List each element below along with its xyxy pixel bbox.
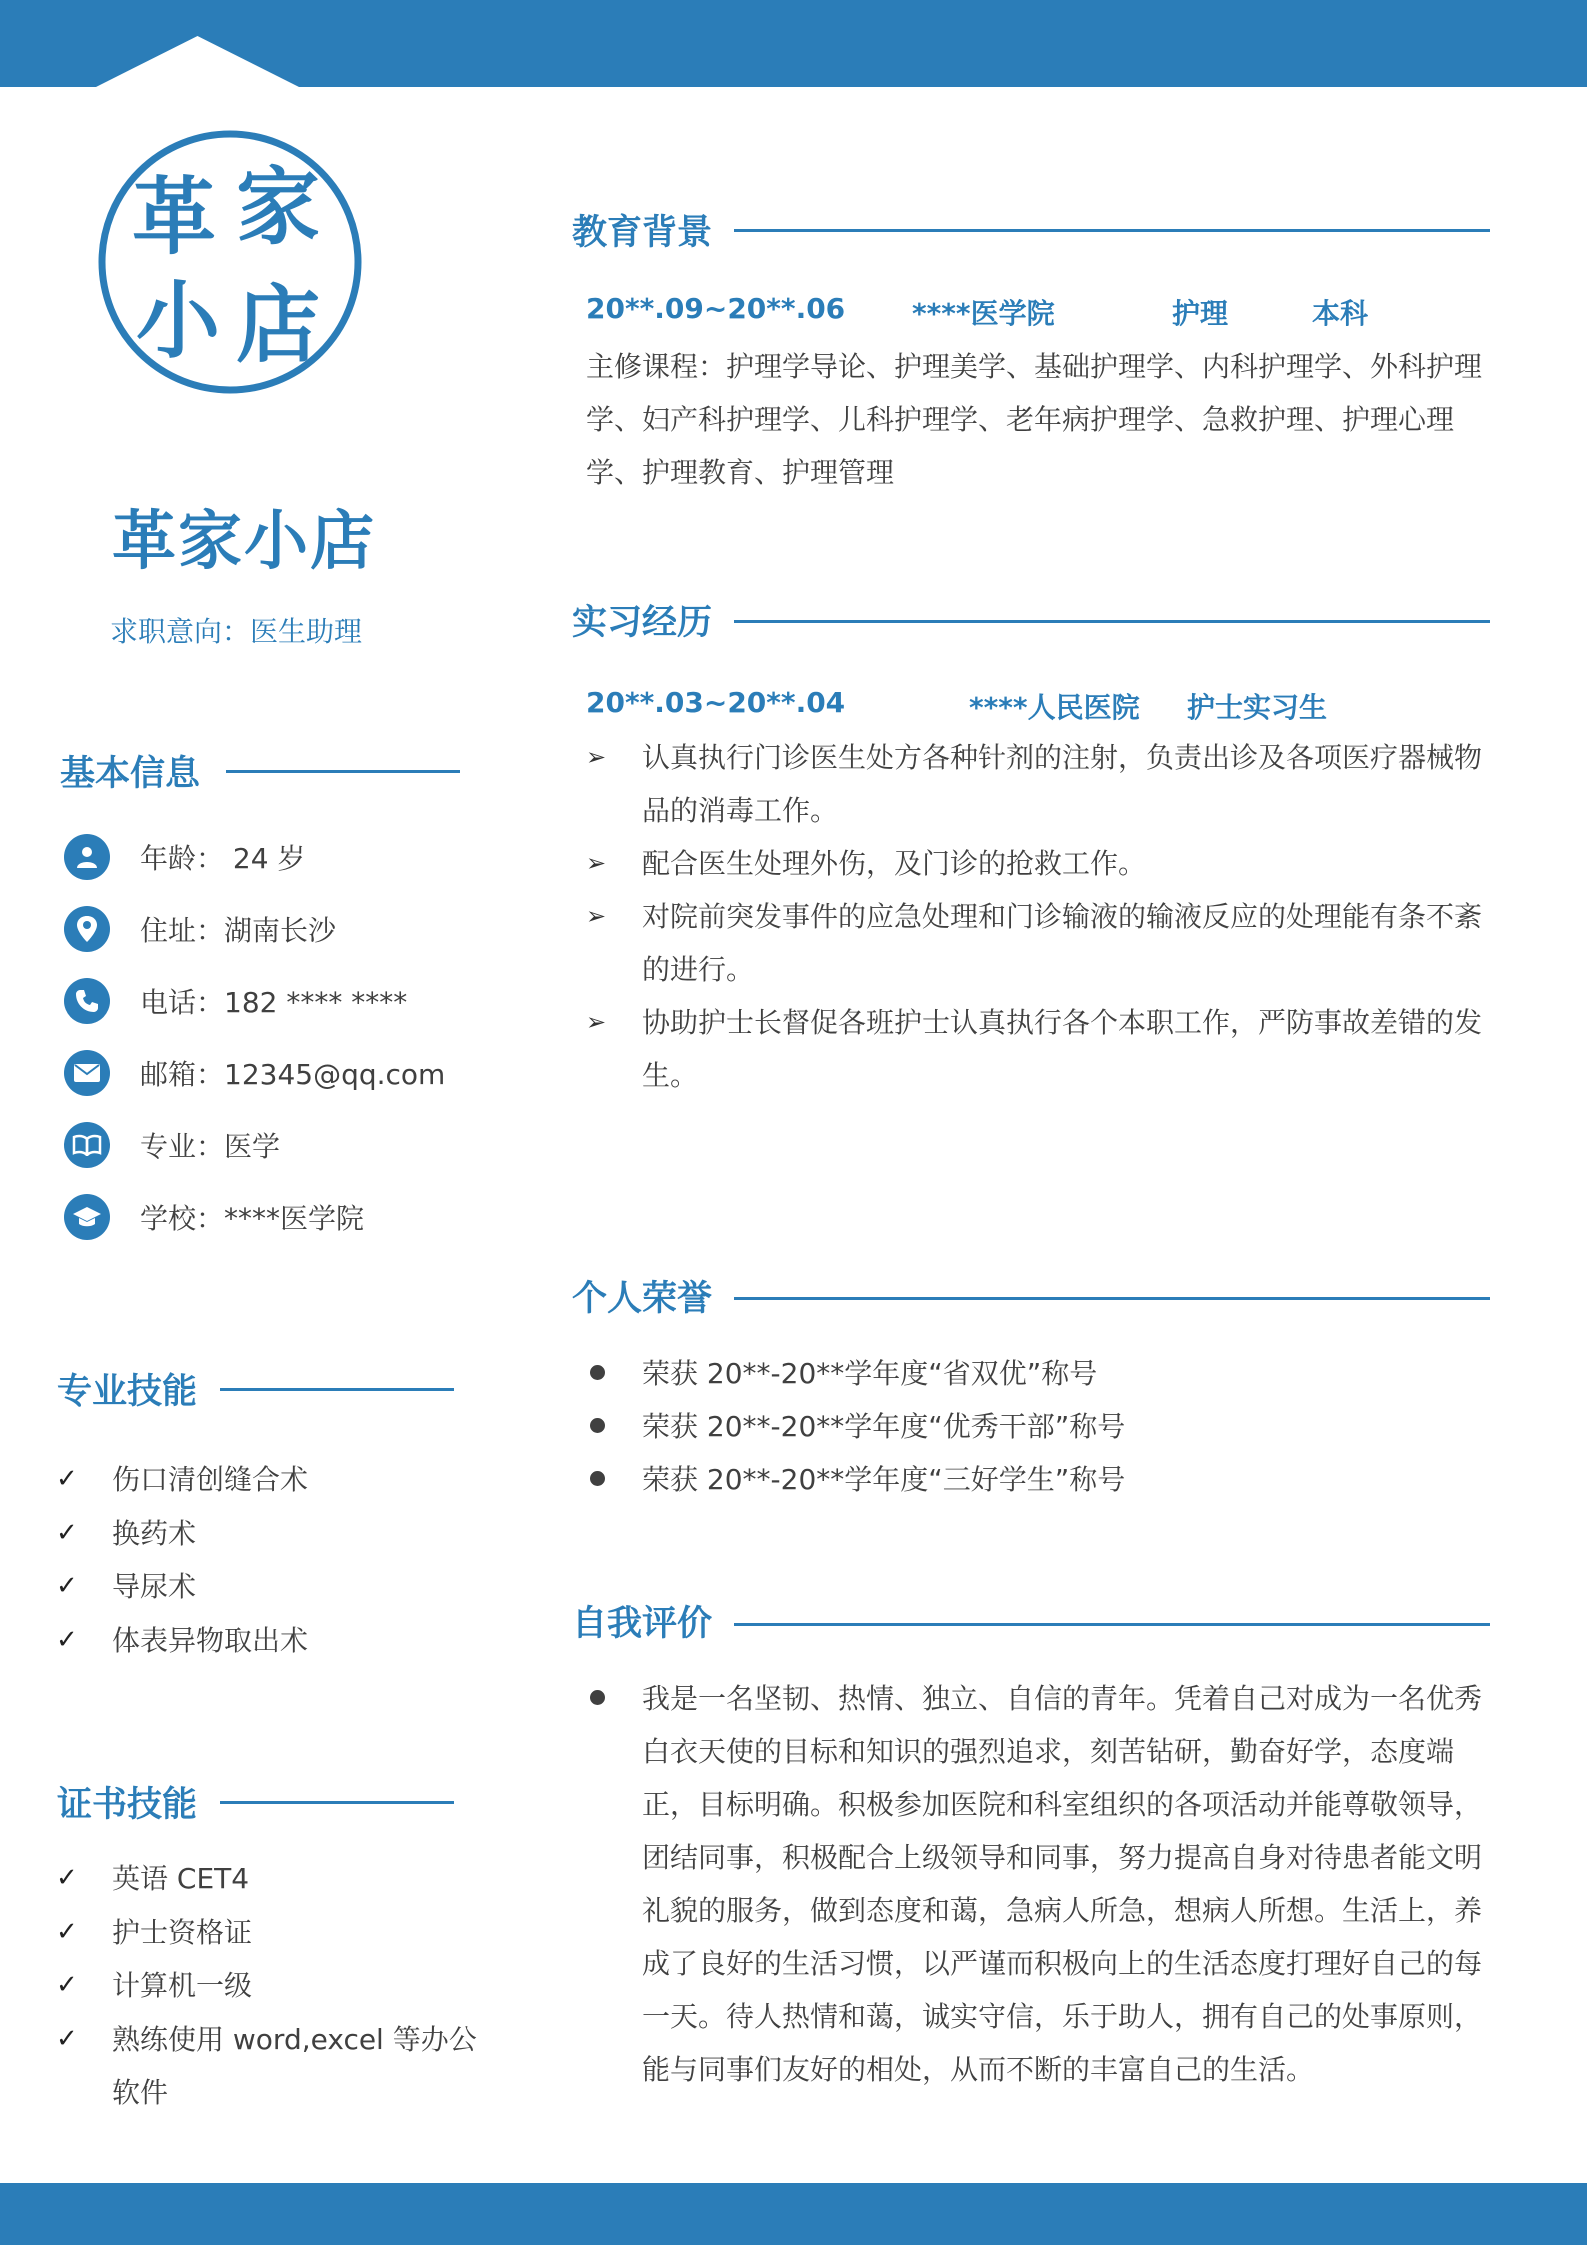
arrow-bullet-icon: ➢: [586, 849, 607, 877]
check-icon: ✓: [56, 1970, 78, 2000]
list-item: ✓ 伤口清创缝合术: [56, 1453, 492, 1507]
info-text: 年龄： 24 岁: [140, 842, 306, 875]
info-text: 学校：****医学院: [140, 1202, 365, 1235]
info-row-phone: [64, 977, 407, 1025]
info-row-address: [64, 905, 336, 953]
arrow-bullet-icon: ➢: [586, 902, 607, 930]
section-divider: [734, 1623, 1490, 1626]
section-divider: [734, 1297, 1490, 1300]
self-evaluation-list: [586, 1672, 1506, 2096]
education-period: 20**.09~20**.06: [586, 292, 846, 325]
list-item: ✓ 护士资格证: [56, 1906, 492, 1960]
bullet-dot-icon: [586, 1347, 642, 1400]
user-icon: [64, 834, 110, 880]
bullet-dot-icon: [586, 1672, 642, 2096]
seal-logo: [96, 128, 364, 396]
info-text: 专业：医学: [140, 1130, 281, 1163]
arrow-bullet-icon: ➢: [586, 1008, 607, 1036]
applicant-name: 革家小店: [112, 505, 376, 579]
job-intent: 求职意向：医生助理: [110, 615, 363, 648]
certificates-list: [56, 1852, 492, 2120]
list-item: ✓ 换药术: [56, 1507, 492, 1561]
education-major: 护理: [1172, 297, 1229, 330]
list-item: ➢ 配合医生处理外伤，及门诊的抢救工作。: [586, 837, 1492, 890]
info-text: 住址：湖南长沙: [140, 914, 337, 947]
list-item: 荣获 20**-20**学年度“省双优”称号: [586, 1347, 1492, 1400]
education-degree: 本科: [1312, 297, 1369, 330]
section-title-self-evaluation: 自我评价: [572, 1604, 713, 1644]
section-divider: [734, 229, 1490, 232]
check-icon: ✓: [56, 2023, 78, 2054]
phone-icon: [64, 978, 110, 1024]
skills-list: [56, 1453, 492, 1667]
list-item: ➢ 协助护士长督促各班护士认真执行各个本职工作，严防事故差错的发生。: [586, 996, 1492, 1102]
check-icon: ✓: [56, 1863, 78, 1893]
list-item: ✓ 熟练使用 word,excel 等办公软件: [56, 2013, 492, 2120]
internship-period: 20**.03~20**.04: [586, 686, 846, 719]
section-title-certificates: 证书技能: [57, 1785, 198, 1825]
list-item: 荣获 20**-20**学年度“三好学生”称号: [586, 1453, 1492, 1506]
list-item: ✓ 计算机一级: [56, 1959, 492, 2013]
list-item: [586, 1672, 1506, 2096]
check-icon: ✓: [56, 1624, 78, 1655]
list-item: ✓ 体表异物取出术: [56, 1614, 492, 1668]
arrow-bullet-icon: ➢: [586, 743, 607, 771]
seal-char: 小: [135, 271, 221, 370]
check-icon: ✓: [56, 1517, 78, 1548]
list-item: ➢ 认真执行门诊医生处方各种针剂的注射，负责出诊及各项医疗器械物品的消毒工作。: [586, 731, 1492, 837]
info-text: 邮箱：12345@qq.com: [140, 1058, 446, 1091]
education-courses: 主修课程：护理学导论、护理美学、基础护理学、内科护理学、外科护理学、妇产科护理学、儿科护理学、老年病护理学、急救护理、护理心理学、护理教育、护理管理: [586, 350, 1483, 489]
section-title-skills: 专业技能: [57, 1372, 198, 1412]
self-evaluation-text: 我是一名坚韧、热情、独立、自信的青年。凭着自己对成为一名优秀白衣天使的目标和知识的强烈追求，刻苦钻研，勤奋好学，态度端正，目标明确。积极参加医院和科室组织的各项活动并能尊敬领导，团结同事，积极配合上级领导和同事，努力提高自身对待患者能文明礼貌的服务，做到态度和蔼，急病人所急，想病人所想。生活上，养成了良好的生活习惯，以严谨而积极向上的生活态度打理好自己的每一天。待人热情和蔼，诚实守信，乐于助人，拥有自己的处事原则，能与同事们友好的相处，从而不断的丰富自己的生活。: [642, 1682, 1483, 2086]
location-pin-icon: [64, 906, 110, 952]
section-title-basic-info: 基本信息: [60, 754, 201, 794]
graduation-cap-icon: [64, 1194, 110, 1240]
check-icon: ✓: [56, 1464, 78, 1494]
section-title-honors: 个人荣誉: [572, 1279, 713, 1319]
mail-icon: [64, 1050, 110, 1096]
check-icon: ✓: [56, 1571, 78, 1601]
check-icon: ✓: [56, 1916, 78, 1947]
section-divider: [734, 620, 1490, 623]
list-item: ✓ 英语 CET4: [56, 1852, 492, 1906]
section-title-education: 教育背景: [572, 213, 713, 253]
bottom-banner: [0, 2183, 1587, 2245]
bullet-dot-icon: [586, 1453, 642, 1506]
section-title-internship: 实习经历: [572, 603, 713, 643]
list-item: 荣获 20**-20**学年度“优秀干部”称号: [586, 1400, 1492, 1453]
honors-list: [586, 1347, 1492, 1506]
info-row-email: [64, 1049, 445, 1097]
section-divider: [220, 1388, 454, 1391]
seal-char: 店: [235, 275, 321, 374]
seal-char: 革: [131, 167, 217, 266]
list-item: ➢ 对院前突发事件的应急处理和门诊输液的输液反应的处理能有条不紊的进行。: [586, 890, 1492, 996]
info-row-major: [64, 1121, 280, 1169]
bullet-dot-icon: [586, 1400, 642, 1453]
info-row-age: [64, 833, 305, 881]
book-icon: [64, 1122, 110, 1168]
section-divider: [226, 770, 460, 773]
seal-char: 家: [235, 157, 321, 256]
section-divider: [220, 1801, 454, 1804]
list-item: ✓ 导尿术: [56, 1560, 492, 1614]
info-row-school: [64, 1193, 364, 1241]
info-text: 电话：182 **** ****: [140, 986, 408, 1019]
internship-duties-list: [586, 731, 1492, 1102]
internship-hospital: ****人民医院: [969, 691, 1140, 724]
internship-role: 护士实习生: [1187, 691, 1328, 724]
education-school: ****医学院: [912, 297, 1055, 330]
